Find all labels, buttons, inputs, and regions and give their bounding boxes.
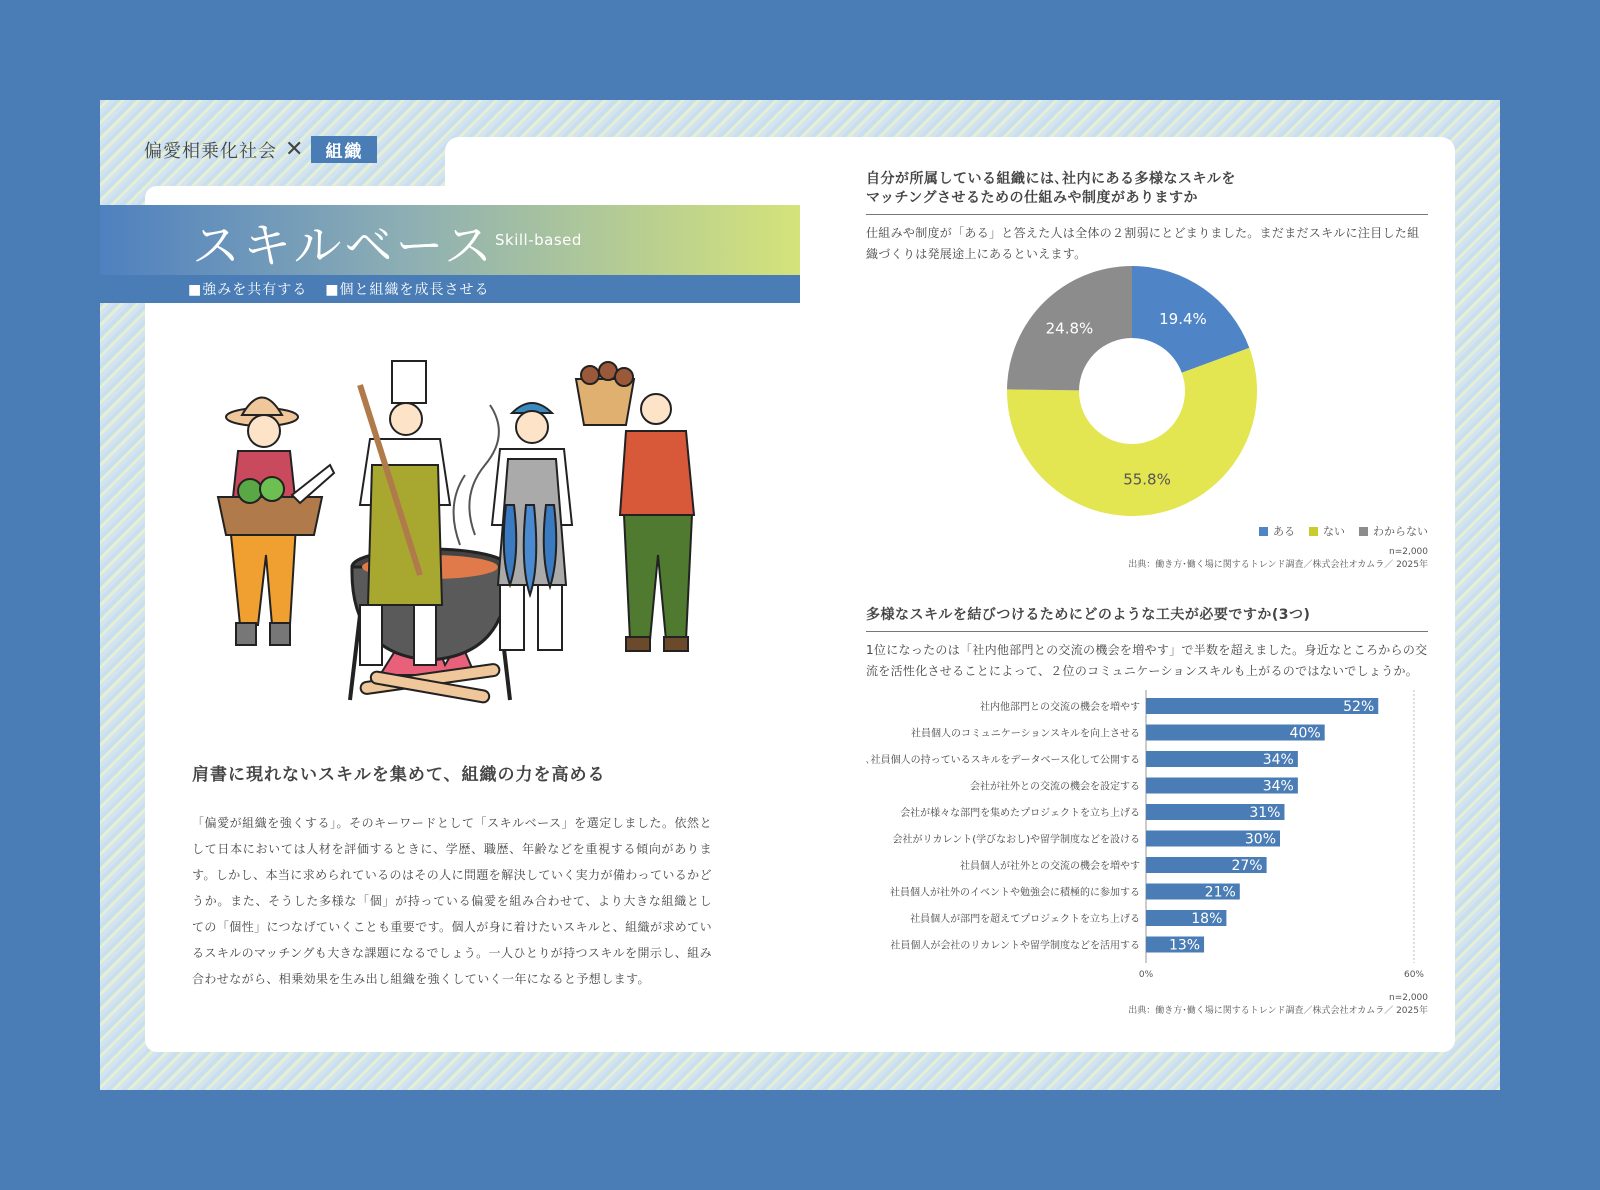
bar-category-3: 会社が社外との交流の機会を設定する [970, 781, 1140, 793]
bar-category-4: 会社が様々な部門を集めたプロジェクトを立ち上げる [900, 808, 1140, 819]
bar-value-3: 34% [1262, 778, 1294, 795]
donut-title-line2: マッチングさせるための仕組みや制度がありますか [866, 190, 1198, 206]
bar-value-8: 18% [1191, 911, 1223, 927]
bar-value-9: 13% [1168, 937, 1201, 954]
bar-source-text: 出典：働き方･働く場に関するトレンド調査／株式会社オカムラ／ 2025年 [1128, 1006, 1428, 1016]
bar-value-7: 21% [1204, 884, 1236, 901]
bar-tick-max: 60% [1403, 970, 1425, 980]
bar-value-1: 40% [1289, 725, 1321, 742]
bar-value-5: 30% [1244, 831, 1276, 848]
article-heading: 肩書に現れないスキルを集めて、組織の力を高める [192, 765, 606, 785]
bar-category-2: 会社が､社員個人の持っているスキルをデータベース化して公開する [866, 755, 1140, 766]
keyword-2: ■個と組織を成長させる [325, 282, 490, 298]
donut-chart-title [866, 170, 1428, 215]
bar-category-5: 会社がリカレント(学びなおし)や留学制度などを設ける [892, 834, 1140, 846]
bar-value-0: 52% [1343, 699, 1375, 715]
bar-chart-desc: 1位になったのは「社内他部門との交流の機会を増やす」で半数を超えました。身近なところからの交流を活性化させることによって、２位のコミュニケーションスキルも上がるのではないでしょうか。 [866, 643, 1428, 678]
donut-title-line1: 自分が所属している組織には､社内にある多様なスキルを [866, 171, 1236, 187]
page-title: スキルベース [192, 218, 496, 274]
donut-chart-block [866, 170, 1428, 570]
donut-label-2: 24.8% [1045, 319, 1094, 338]
donut-label-0: 19.4% [1159, 310, 1207, 329]
legend-swatch-yes [1259, 527, 1268, 536]
bar-category-1: 社員個人のコミュニケーションスキルを向上させる [911, 728, 1140, 740]
farmer-figure [218, 398, 334, 646]
breadcrumb-text: 偏愛相乗化社会 [144, 140, 277, 162]
legend-label-no: ない [1323, 525, 1345, 538]
bar-value-4: 31% [1249, 805, 1281, 821]
page-subtitle: Skill-based [495, 231, 582, 249]
keyword-1: ■強みを共有する [188, 282, 308, 298]
legend-item-yes [1259, 523, 1295, 539]
bar-chart-title: 多様なスキルを結びつけるためにどのような工夫が必要ですか(3つ) [866, 606, 1428, 632]
keyword-band [100, 275, 800, 303]
legend-swatch-unknown [1359, 527, 1368, 536]
donut-sample-size: n=2,000 [1388, 547, 1428, 557]
legend-item-no [1309, 523, 1345, 539]
legend-item-unknown [1359, 523, 1428, 539]
donut-chart [1006, 266, 1286, 536]
bar-value-6: 27% [1231, 858, 1263, 874]
donut-source [1128, 546, 1428, 572]
bar-value-2: 34% [1262, 752, 1294, 768]
bar-category-0: 社内他部門との交流の機会を増やす [980, 702, 1140, 713]
title-band [100, 205, 800, 275]
bar-category-8: 社員個人が部門を超えてプロジェクトを立ち上げる [910, 914, 1140, 925]
bar-chart-block [866, 606, 1428, 1036]
legend-label-yes: ある [1273, 525, 1295, 538]
article-body: 「偏愛が組織を強くする」。そのキーワードとして「スキルベース」を選定しました。依然として日本においては人材を評価するときに、学歴、職歴、年齢などを重視する傾向があります。しかし、本当に求められているのはその人に問題を解決していく実力が備わっているかどうか。また、そうした多様な「個」が持っている偏愛を組み合わせて、より大きな組織としての「個性」につなげていくことも重要です。個人が身に着けたいスキルと、組織が求めているスキルのマッチングも大きな課題になるでしょう。一人ひとりが持つスキルを開示し、組み合わせながら、相乗効果を生み出し組織を強くしていく一年になると予想します。 [192, 816, 712, 986]
bar-category-9: 社員個人が会社のリカレントや留学制度などを活用する [890, 940, 1140, 952]
bar-category-6: 社員個人が社外との交流の機会を増やす [960, 861, 1140, 872]
bar-source [1128, 992, 1428, 1018]
magazine-spread [100, 100, 1500, 1090]
bar-category-7: 社員個人が社外のイベントや勉強会に積極的に参加する [890, 887, 1140, 899]
donut-legend [1259, 523, 1428, 539]
category-tag: 組織 [311, 136, 377, 163]
bar-sample-size: n=2,000 [1388, 993, 1428, 1003]
cross-icon: ✕ [285, 137, 304, 162]
donut-label-1: 55.8% [1123, 470, 1171, 489]
bar-tick-min: 0% [1138, 970, 1154, 980]
fisherman-figure [492, 403, 572, 650]
bar-chart [866, 690, 1428, 980]
legend-swatch-no [1309, 527, 1318, 536]
donut-chart-desc: 仕組みや制度が「ある」と答えた人は全体の２割弱にとどまりました。まだまだスキルに注目した組織づくりは発展途上にあるといえます。 [866, 226, 1420, 261]
cooking-illustration [210, 355, 710, 715]
donut-source-text: 出典：働き方･働く場に関するトレンド調査／株式会社オカムラ／ 2025年 [1128, 560, 1428, 570]
breadcrumb [144, 136, 377, 163]
basket-man-figure [576, 362, 694, 651]
legend-label-unknown: わからない [1373, 525, 1428, 538]
